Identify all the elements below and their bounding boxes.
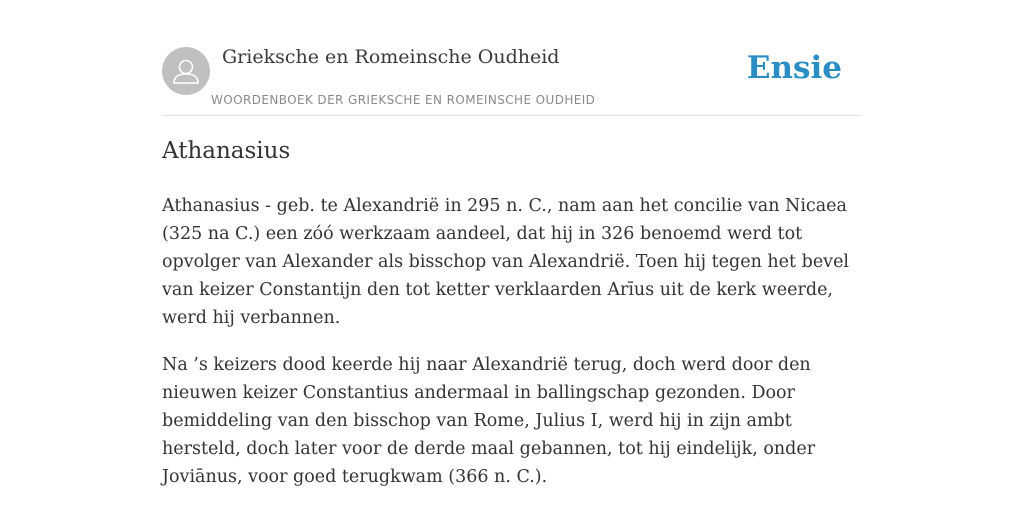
brand-logo-link[interactable]: Ensie	[746, 50, 842, 86]
user-icon	[162, 47, 210, 95]
site-title-link[interactable]: Grieksche en Romeinsche Oudheid	[222, 46, 560, 68]
entry-body	[162, 192, 868, 510]
site-subtitle: WOORDENBOEK DER GRIEKSCHE EN ROMEINSCHE OUDHEID	[211, 93, 596, 107]
header	[162, 40, 862, 116]
entry-paragraph: Athanasius - geb. te Alexandrië in 295 n. C., nam aan het concilie van Nicaea (325 na C.) een zóó werkzaam aandeel, dat hij in 326 benoemd werd tot opvolger van Alexander als bisschop van Alexandrië. Toen hij tegen het bevel van keizer Constantijn den tot ketter verklaarden Arīus uit de kerk weerde, werd hij verbannen.	[162, 196, 850, 328]
avatar[interactable]	[162, 47, 210, 95]
entry-title: Athanasius	[162, 138, 291, 164]
entry-paragraph: Na ’s keizers dood keerde hij naar Alexandrië terug, doch werd door den nieuwen keizer Constantius andermaal in ballingschap gezonden. Door bemiddeling van den bisschop van Rome, Julius I, werd hij in zijn ambt hersteld, doch later voor de derde maal gebannen, tot hij eindelijk, onder Joviānus, voor goed terugkwam (366 n. C.).	[162, 355, 816, 487]
